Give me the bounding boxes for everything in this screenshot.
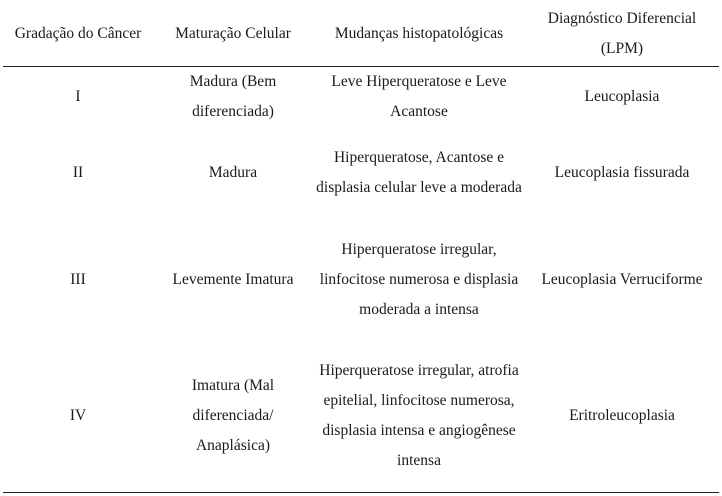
cell-diagnosis: Leucoplasia fissurada — [554, 163, 690, 181]
header-grade: Gradação do Câncer — [3, 0, 153, 66]
header-histopathological-changes: Mudanças histopatológicas — [313, 0, 525, 66]
cell-maturation: Imatura (Mal diferenciada/ Anaplásica) — [153, 341, 313, 493]
cell-grade: I — [75, 87, 81, 105]
cell-grade: III — [70, 270, 86, 288]
table-row — [3, 341, 719, 493]
header-differential-diagnosis: Diagnóstico Diferencial (LPM) — [525, 0, 719, 66]
cell-diagnosis: Leucoplasia Verruciforme — [541, 270, 703, 288]
cell-changes: Hiperqueratose, Acantose e displasia celular leve a moderada — [316, 148, 522, 196]
cell-maturation: Levemente Imatura — [172, 270, 294, 288]
table-row — [3, 127, 719, 219]
cell-changes: Hiperqueratose irregular, linfocitose numerosa e displasia moderada a intensa — [319, 240, 519, 318]
table-header — [3, 0, 719, 66]
classification-table-container — [3, 0, 719, 493]
table-body — [3, 66, 719, 493]
table-row — [3, 219, 719, 341]
cell-changes: Hiperqueratose irregular, atrofia epitelial, linfocitose numerosa, displasia intensa e angiogênese intensa — [313, 341, 525, 493]
cell-diagnosis: Eritroleucoplasia — [525, 341, 719, 493]
cancer-grading-table — [3, 0, 719, 493]
cell-grade: II — [72, 163, 84, 181]
header-row — [3, 0, 719, 66]
cell-grade: IV — [3, 341, 153, 493]
header-maturation: Maturação Celular — [153, 0, 313, 66]
cell-maturation: Madura (Bem diferenciada) — [189, 72, 277, 120]
table-row — [3, 66, 719, 127]
cell-changes: Leve Hiperqueratose e Leve Acantose — [331, 72, 507, 120]
cell-maturation: Madura — [208, 163, 258, 181]
cell-diagnosis: Leucoplasia — [584, 87, 660, 105]
